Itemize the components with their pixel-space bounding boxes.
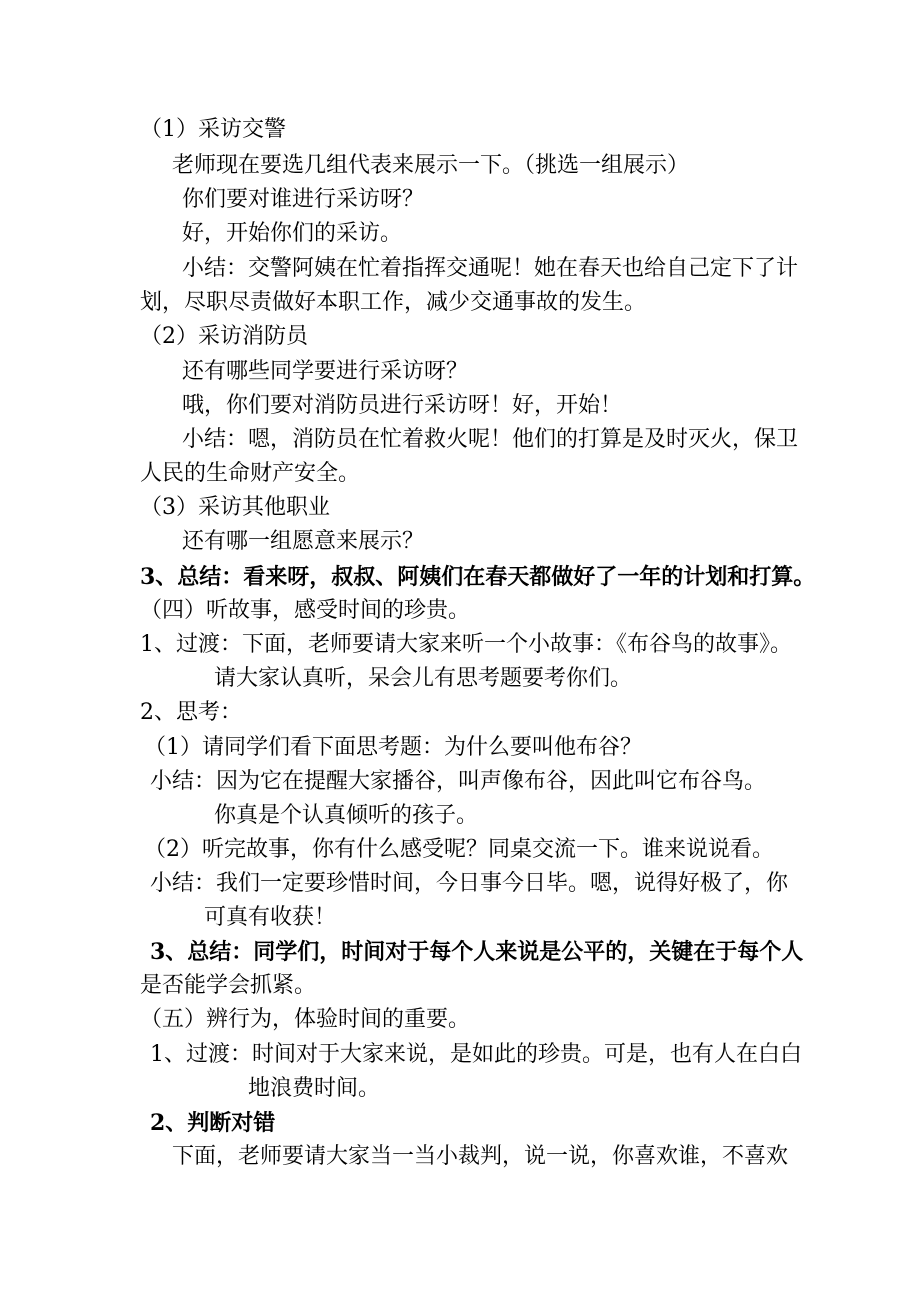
subheading-judge: 2、判断对错: [150, 1110, 276, 1136]
paragraph-line: 哦，你们要对消防员进行采访呀！好，开始！: [182, 393, 623, 418]
heading-interview-firefighter: （2）采访消防员: [140, 324, 308, 349]
summary-line: 小结：交警阿姨在忙着指挥交通呢！她在春天也给自己定下了计: [182, 256, 799, 281]
paragraph-line: 下面，老师要请大家当一当小裁判，说一说，你喜欢谁，不喜欢: [172, 1144, 789, 1169]
paragraph-line: 划，尽职尽责做好本职工作，减少交通事故的发生。: [140, 290, 647, 315]
paragraph-line: 请大家认真听，呆会儿有思考题要考你们。: [214, 666, 633, 691]
paragraph-line: 人民的生命财产安全。: [140, 461, 361, 486]
paragraph-line: 你们要对谁进行采访呀？: [182, 187, 425, 212]
summary-line: 小结：嗯，消防员在忙着救火呢！他们的打算是及时灭火，保卫: [182, 427, 799, 452]
paragraph-line: 1、过渡：时间对于大家来说，是如此的珍贵。可是，也有人在白白: [150, 1042, 802, 1067]
paragraph-line: 还有哪一组愿意来展示？: [182, 529, 425, 554]
paragraph-line: 好，开始你们的采访。: [182, 221, 403, 246]
summary-line: 3、总结：同学们，时间对于每个人来说是公平的，关键在于每个人: [150, 939, 804, 965]
paragraph-line: 地浪费时间。: [248, 1076, 381, 1101]
paragraph-line: 还有哪些同学要进行采访呀？: [182, 359, 469, 384]
heading-interview-traffic-police: （1）采访交警: [140, 117, 286, 142]
paragraph-line: 是否能学会抓紧。: [140, 973, 317, 998]
summary-line: 小结：因为它在提醒大家播谷，叫声像布谷，因此叫它布谷鸟。: [150, 769, 767, 794]
paragraph-line: 1、过渡：下面，老师要请大家来听一个小故事：《布谷鸟的故事》。: [140, 632, 792, 657]
summary-line: 3、总结：看来呀，叔叔、阿姨们在春天都做好了一年的计划和打算。: [140, 564, 816, 590]
heading-interview-other-jobs: （3）采访其他职业: [140, 495, 330, 520]
subheading-think: 2、思考：: [140, 700, 242, 725]
question-line: （1）请同学们看下面思考题：为什么要叫他布谷？: [144, 735, 642, 760]
section-heading-five: （五）辨行为，体验时间的重要。: [140, 1007, 471, 1032]
paragraph-line: 老师现在要选几组代表来展示一下。（挑选一组展示）: [172, 153, 690, 178]
section-heading-four: （四）听故事，感受时间的珍贵。: [140, 598, 471, 623]
question-line: （2）听完故事，你有什么感受呢？同桌交流一下。谁来说说看。: [144, 837, 774, 862]
summary-line: 小结：我们一定要珍惜时间，今日事今日毕。嗯，说得好极了，你: [150, 871, 789, 896]
paragraph-line: 你真是个认真倾听的孩子。: [214, 803, 479, 828]
paragraph-line: 可真有收获！: [204, 905, 337, 930]
